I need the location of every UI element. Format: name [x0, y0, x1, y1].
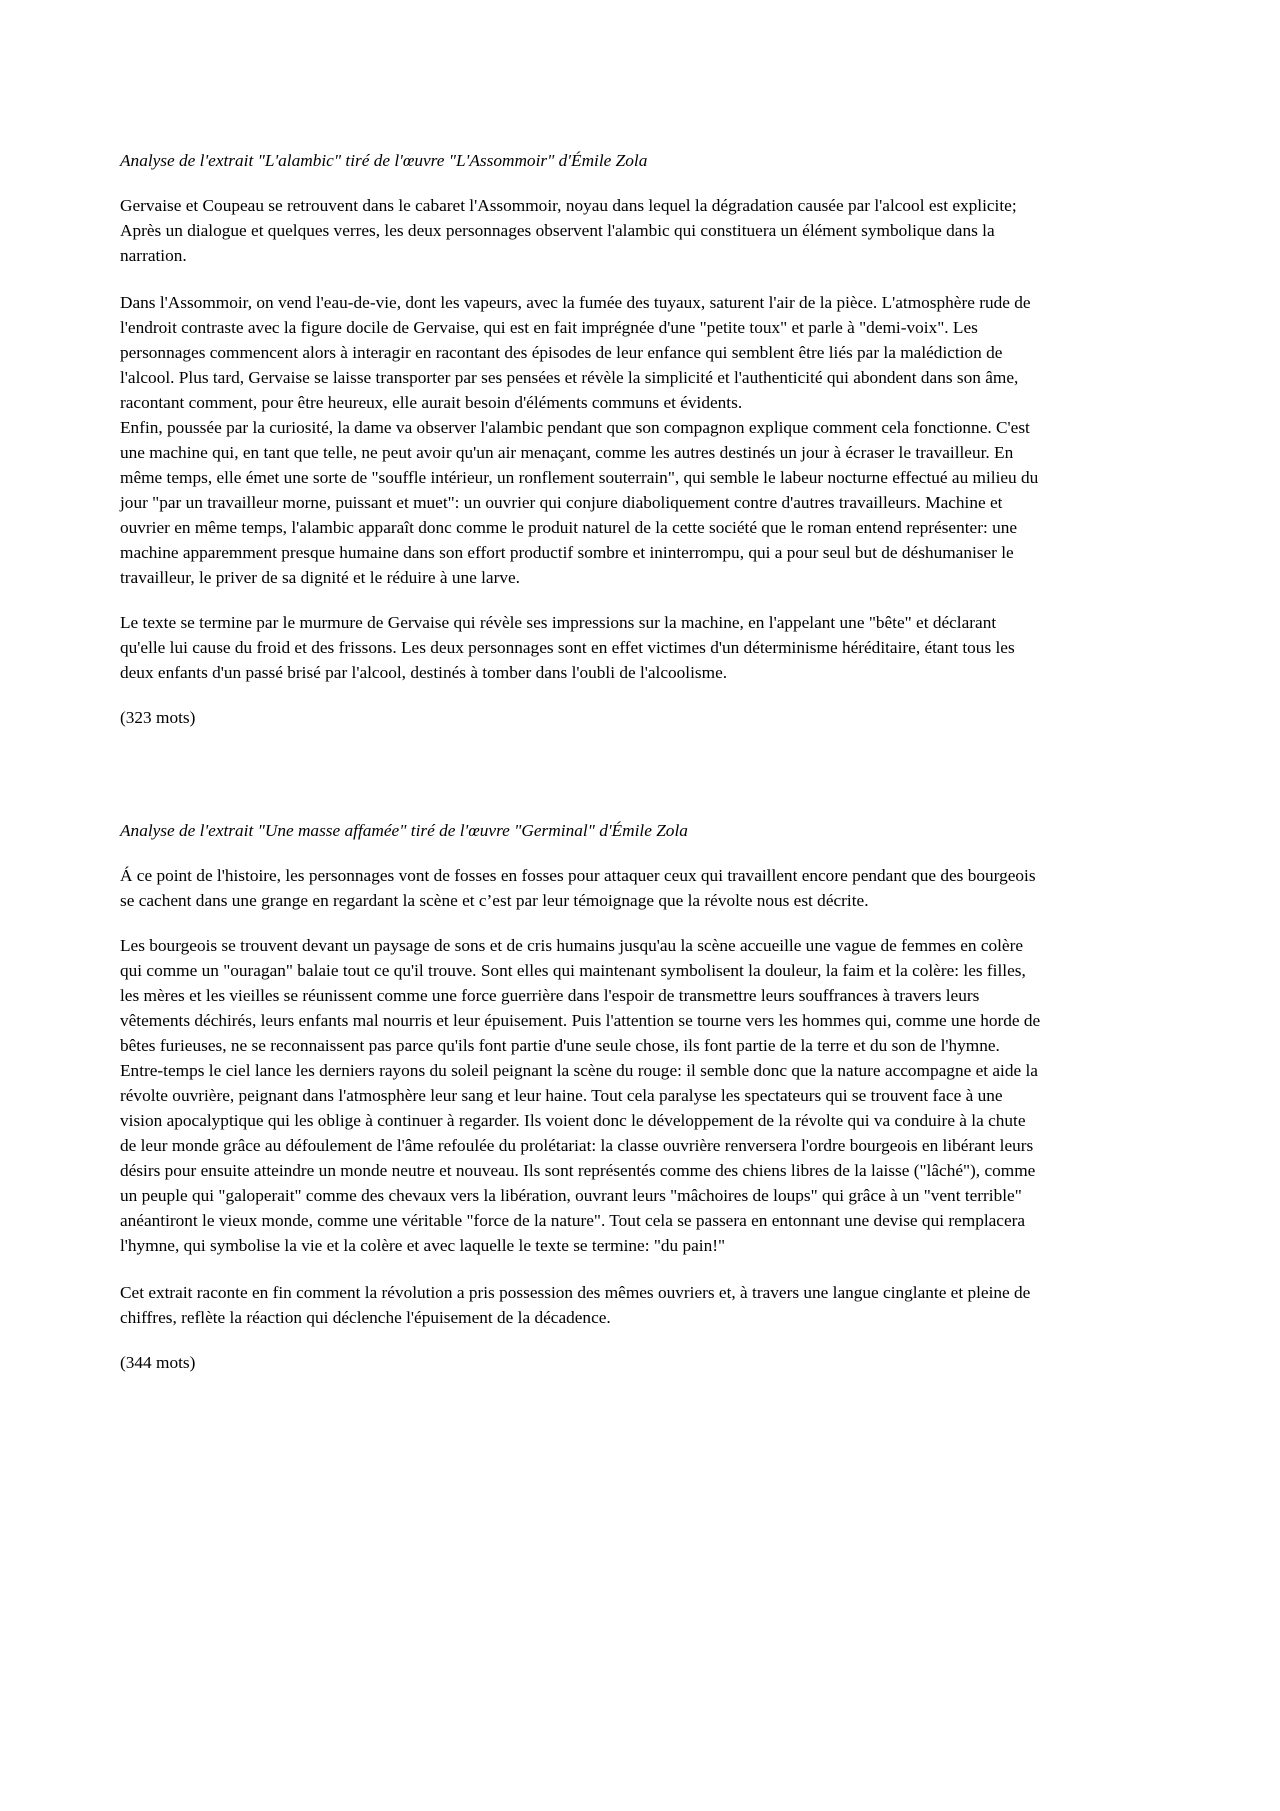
- text-line: qu'elle lui cause du froid et des frissons. Les deux personnages sont en effet victimes d'un déterminisme héréditaire, étant tous les: [120, 638, 1015, 657]
- text-line: Dans l'Assommoir, on vend l'eau-de-vie, dont les vapeurs, avec la fumée des tuyaux, saturent l'air de la pièce. L'atmosphère rude de: [120, 293, 1031, 312]
- text-line: l'alcool. Plus tard, Gervaise se laisse transporter par ses pensées et révèle la simplicité et l'authenticité qui abondent dans son âme,: [120, 368, 1019, 387]
- section-title: Analyse de l'extrait "Une masse affamée" tiré de l'œuvre "Germinal" d'Émile Zola: [120, 821, 688, 840]
- text-line: narration.: [120, 246, 187, 265]
- text-line: les mères et les vieilles se réunissent comme une force guerrière dans l'espoir de transmettre leurs souffrances à travers leurs: [120, 986, 980, 1005]
- text-line: Après un dialogue et quelques verres, les deux personnages observent l'alambic qui constituera un élément symbolique dans la: [120, 221, 995, 240]
- text-line: de leur monde grâce au défoulement de l'âme refoulée du prolétariat: la classe ouvrière renversera l'ordre bourgeois en libérant leurs: [120, 1136, 1034, 1155]
- text-line: vision apocalyptique qui les oblige à continuer à regarder. Ils voient donc le développement de la révolte qui va conduire à la chute: [120, 1111, 1026, 1130]
- text-line: qui comme un "ouragan" balaie tout ce qu'il trouve. Sont elles qui maintenant symbolisent la douleur, la faim et la colère: les filles,: [120, 961, 1026, 980]
- word-count: (344 mots): [120, 1353, 196, 1372]
- paragraph: [120, 193, 1170, 268]
- text-line: jour "par un travailleur morne, puissant et muet": un ouvrier qui conjure diaboliquement contre d'autres travailleurs. Machine et: [120, 493, 1003, 512]
- text-line: bêtes furieuses, ne se reconnaissent pas parce qu'ils font partie d'une seule chose, ils font partie de la terre et du son de l'hymne.: [120, 1036, 1000, 1055]
- text-line: deux enfants d'un passé brisé par l'alcool, destinés à tomber dans l'oubli de l'alcoolisme.: [120, 663, 728, 682]
- text-line: ouvrier en même temps, l'alambic apparaît donc comme le produit naturel de la cette société que le roman entend représenter: une: [120, 518, 1018, 537]
- text-line: l'endroit contraste avec la figure docile de Gervaise, qui est en fait imprégnée d'une "petite toux" et parle à "demi-voix". Les: [120, 318, 978, 337]
- paragraph: [120, 933, 1170, 1258]
- text-line: Enfin, poussée par la curiosité, la dame va observer l'alambic pendant que son compagnon explique comment cela fonctionne. C'est: [120, 418, 1030, 437]
- text-line: personnages commencent alors à interagir en racontant des épisodes de leur enfance qui semblent être liés par la malédiction de: [120, 343, 1003, 362]
- section-germinal: [120, 818, 1170, 1375]
- paragraph: [120, 290, 1170, 590]
- paragraph: [120, 610, 1170, 685]
- text-line: Les bourgeois se trouvent devant un paysage de sons et de cris humains jusqu'au la scène accueille une vague de femmes en colère: [120, 936, 1024, 955]
- text-line: Cet extrait raconte en fin comment la révolution a pris possession des mêmes ouvriers et, à travers une langue cinglante et pleine de: [120, 1283, 1031, 1302]
- text-line: travailleur, le priver de sa dignité et le réduire à une larve.: [120, 568, 520, 587]
- text-line: révolte ouvrière, peignant dans l'atmosphère leur sang et leur haine. Tout cela paralyse les spectateurs qui se trouvent face à une: [120, 1086, 1003, 1105]
- text-line: un peuple qui "galoperait" comme des chevaux vers la libération, ouvrant leurs "mâchoires de loups" qui grâce à un "vent terrible": [120, 1186, 1022, 1205]
- text-line: chiffres, reflète la réaction qui déclenche l'épuisement de la décadence.: [120, 1308, 611, 1327]
- text-line: l'hymne, qui symbolise la vie et la colère et avec laquelle le texte se termine: "du pain!": [120, 1236, 726, 1255]
- text-line: Á ce point de l'histoire, les personnages vont de fosses en fosses pour attaquer ceux qui travaillent encore pendant que des bourgeois: [120, 866, 1036, 885]
- text-line: une machine qui, en tant que telle, ne peut avoir qu'un air menaçant, comme les autres destinés un jour à écraser le travailleur. En: [120, 443, 1014, 462]
- text-line: anéantiront le vieux monde, comme une véritable "force de la nature". Tout cela se passera en entonnant une devise qui remplacera: [120, 1211, 1026, 1230]
- text-line: vêtements déchirés, leurs enfants mal nourris et leur épuisement. Puis l'attention se tourne vers les hommes qui, comme une horde de: [120, 1011, 1041, 1030]
- text-line: machine apparemment presque humaine dans son effort productif sombre et ininterrompu, qui a pour seul but de déshumaniser le: [120, 543, 1014, 562]
- text-line: Le texte se termine par le murmure de Gervaise qui révèle ses impressions sur la machine, en l'appelant une "bête" et déclarant: [120, 613, 997, 632]
- document-page: [120, 148, 1170, 1375]
- word-count: (323 mots): [120, 708, 196, 727]
- paragraph: [120, 1280, 1170, 1330]
- section-assommoir: [120, 148, 1170, 730]
- text-line: se cachent dans une grange en regardant la scène et c’est par leur témoignage que la révolte nous est décrite.: [120, 891, 869, 910]
- section-title: Analyse de l'extrait "L'alambic" tiré de l'œuvre "L'Assommoir" d'Émile Zola: [120, 151, 648, 170]
- text-line: racontant comment, pour être heureux, elle aurait besoin d'éléments communs et évidents.: [120, 393, 743, 412]
- text-line: même temps, elle émet une sorte de "souffle intérieur, un ronflement souterrain", qui semble le labeur nocturne effectué au milieu du: [120, 468, 1039, 487]
- paragraph: [120, 863, 1170, 913]
- text-line: Gervaise et Coupeau se retrouvent dans le cabaret l'Assommoir, noyau dans lequel la dégradation causée par l'alcool est explicite;: [120, 196, 1017, 215]
- text-line: désirs pour ensuite atteindre un monde neutre et nouveau. Ils sont représentés comme des chiens libres de la laisse ("lâché"), comme: [120, 1161, 1036, 1180]
- text-line: Entre-temps le ciel lance les derniers rayons du soleil peignant la scène du rouge: il semble donc que la nature accompagne et aide la: [120, 1061, 1038, 1080]
